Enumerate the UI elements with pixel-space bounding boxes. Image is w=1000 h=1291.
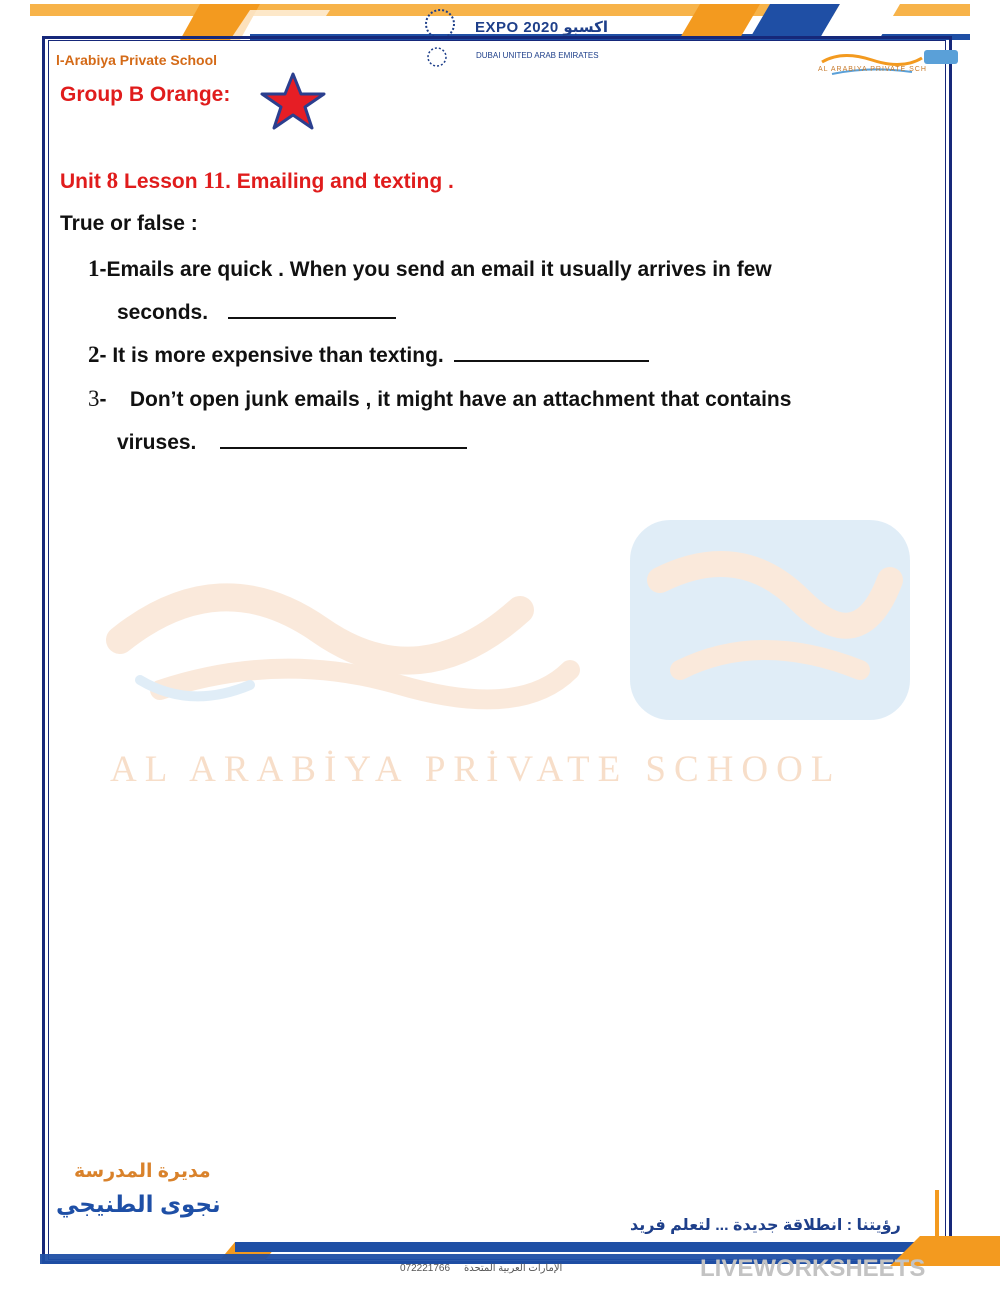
question-text: - Don’t open junk emails , it might have an attachment that contains: [99, 388, 792, 411]
expo-2020-label: EXPO 2020 اكسبو: [475, 19, 609, 36]
watermark-school-name: AL ARABİYA PRİVATE SCHOOL: [110, 749, 842, 790]
school-vision: رؤيتنا : انطلاقة جديدة ... لتعلم فريد: [630, 1217, 901, 1234]
exercise-heading: True or false :: [60, 212, 198, 235]
star-icon: [260, 72, 326, 130]
footer-contact: الإمارات العربية المتحدة 072221766: [400, 1263, 563, 1274]
unit-word: Unit: [60, 170, 101, 193]
unit-number: 8: [106, 168, 119, 193]
question-1-continued: [117, 299, 396, 325]
question-2: [88, 342, 649, 368]
group-label: Group B Orange:: [60, 83, 231, 106]
question-number: 1: [88, 256, 100, 281]
footer-accent-bar: [935, 1190, 941, 1240]
lesson-number: 11: [203, 168, 226, 193]
principal-name: نجوى الطنيجي: [56, 1191, 221, 1217]
question-number: 2: [88, 342, 100, 367]
answer-blank[interactable]: [220, 429, 467, 449]
lesson-topic: . Emailing and texting .: [225, 170, 454, 193]
question-3: [88, 386, 791, 412]
question-3-continued: [117, 429, 467, 455]
question-text: - It is more expensive than texting.: [99, 344, 444, 367]
liveworksheets-logo: LIVEWORKSHEETS: [700, 1255, 926, 1282]
answer-blank[interactable]: [228, 299, 396, 319]
question-text: viruses.: [117, 431, 197, 454]
principal-title: مديرة المدرسة: [74, 1161, 211, 1182]
school-name-header: l-Arabiya Private School: [56, 52, 218, 68]
question-1: [88, 256, 772, 282]
answer-blank[interactable]: [454, 342, 649, 362]
question-number: 3: [88, 386, 100, 411]
school-logo-caption: AL ARABIYA PRIVATE SCH: [818, 66, 927, 73]
lesson-title: [60, 168, 454, 194]
lesson-word: Lesson: [124, 170, 198, 193]
question-text: -Emails are quick . When you send an email it usually arrives in few: [99, 258, 772, 281]
question-text: seconds.: [117, 301, 209, 324]
expo-subtitle: DUBAI UNITED ARAB EMIRATES: [476, 51, 599, 60]
